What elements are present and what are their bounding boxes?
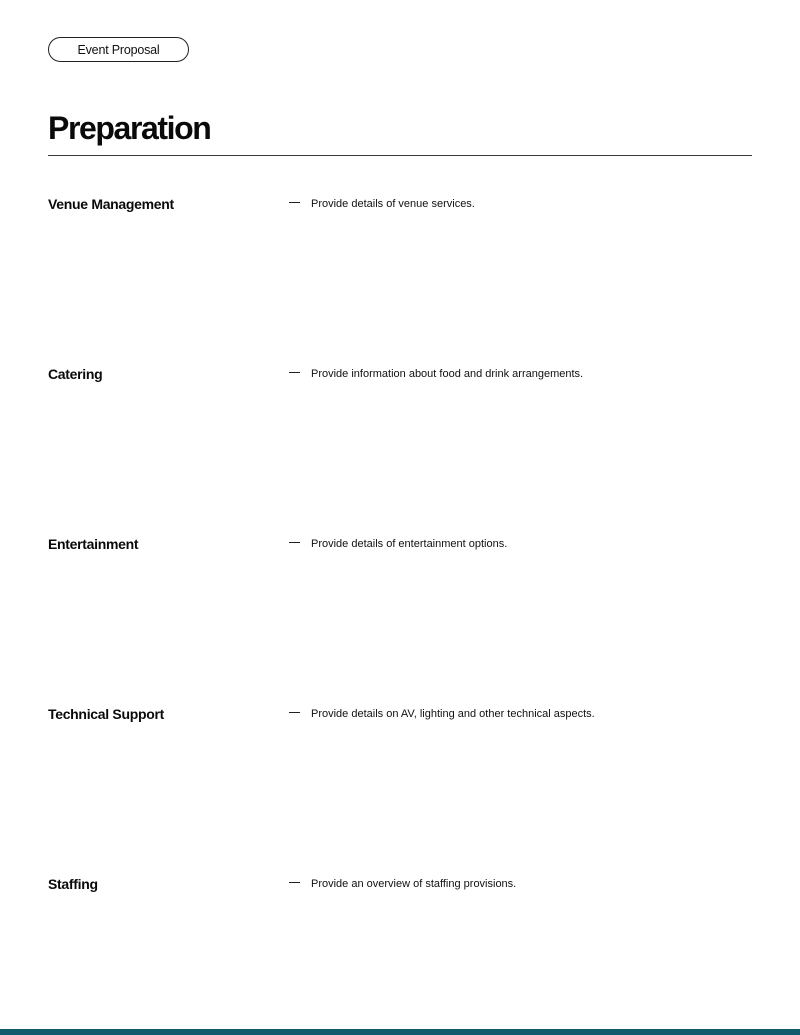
section-heading: Catering (48, 366, 103, 382)
section-heading: Venue Management (48, 196, 174, 212)
document-tag (48, 37, 189, 62)
title-divider (48, 155, 752, 156)
section-heading: Staffing (48, 876, 98, 892)
section-heading: Technical Support (48, 706, 164, 722)
section-heading: Entertainment (48, 536, 139, 552)
section-venue-management (48, 195, 752, 215)
dash-icon (289, 542, 300, 543)
section-description: Provide information about food and drink arrangements. (311, 368, 584, 380)
dash-icon (289, 882, 300, 883)
dash-icon (289, 372, 300, 373)
dash-icon (289, 712, 300, 713)
document-tag-label: Event Proposal (77, 42, 160, 57)
page-title: Preparation (48, 110, 211, 146)
footer-bar (0, 1029, 800, 1035)
section-entertainment (48, 535, 752, 555)
section-staffing (48, 875, 752, 895)
section-description: Provide details of entertainment options. (311, 538, 508, 550)
section-technical-support (48, 705, 752, 725)
section-description: Provide details on AV, lighting and other technical aspects. (311, 708, 595, 720)
section-description: Provide an overview of staffing provisions. (311, 878, 517, 890)
section-catering (48, 365, 752, 385)
section-description: Provide details of venue services. (311, 198, 475, 210)
dash-icon (289, 202, 300, 203)
